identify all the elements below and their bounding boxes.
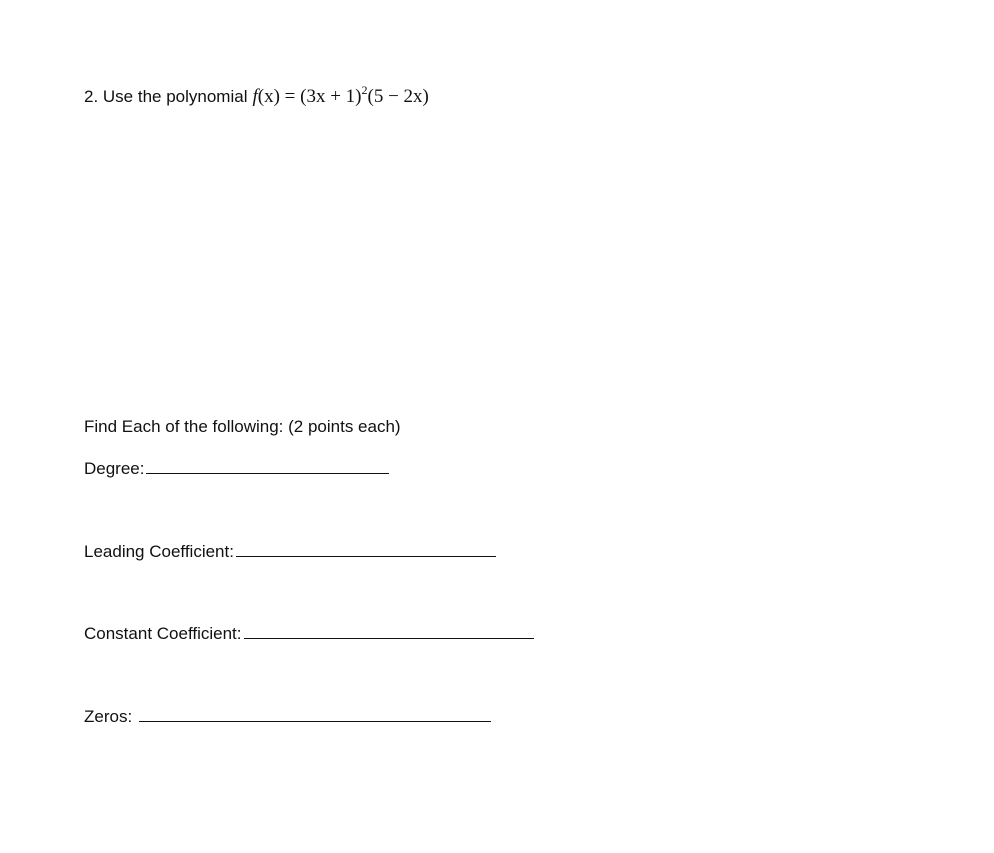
leading-coefficient-label: Leading Coefficient: xyxy=(84,542,234,561)
second-factor: (5 − 2x) xyxy=(367,86,429,107)
leading-coefficient-row xyxy=(84,541,496,563)
question-prefix: 2. Use the polynomial xyxy=(84,87,248,106)
constant-coefficient-row xyxy=(84,623,534,645)
zeros-row xyxy=(84,706,491,728)
zeros-answer-blank[interactable] xyxy=(139,707,491,722)
first-factor: (3x + 1) xyxy=(300,86,362,107)
instructions xyxy=(84,416,401,438)
constant-coefficient-answer-blank[interactable] xyxy=(244,624,534,639)
function-name: f xyxy=(252,86,258,107)
degree-row xyxy=(84,458,389,480)
degree-answer-blank[interactable] xyxy=(146,459,389,474)
exponent: 2 xyxy=(361,83,368,97)
polynomial-formula xyxy=(252,83,429,108)
function-argument: (x) xyxy=(257,86,280,107)
zeros-label: Zeros: xyxy=(84,707,133,726)
constant-coefficient-label: Constant Coefficient: xyxy=(84,624,242,643)
leading-coefficient-answer-blank[interactable] xyxy=(236,542,496,557)
instructions-text: Find Each of the following: (2 points each) xyxy=(84,417,401,436)
equals-sign: = xyxy=(279,86,301,107)
degree-label: Degree: xyxy=(84,459,145,478)
question-line xyxy=(84,83,429,108)
